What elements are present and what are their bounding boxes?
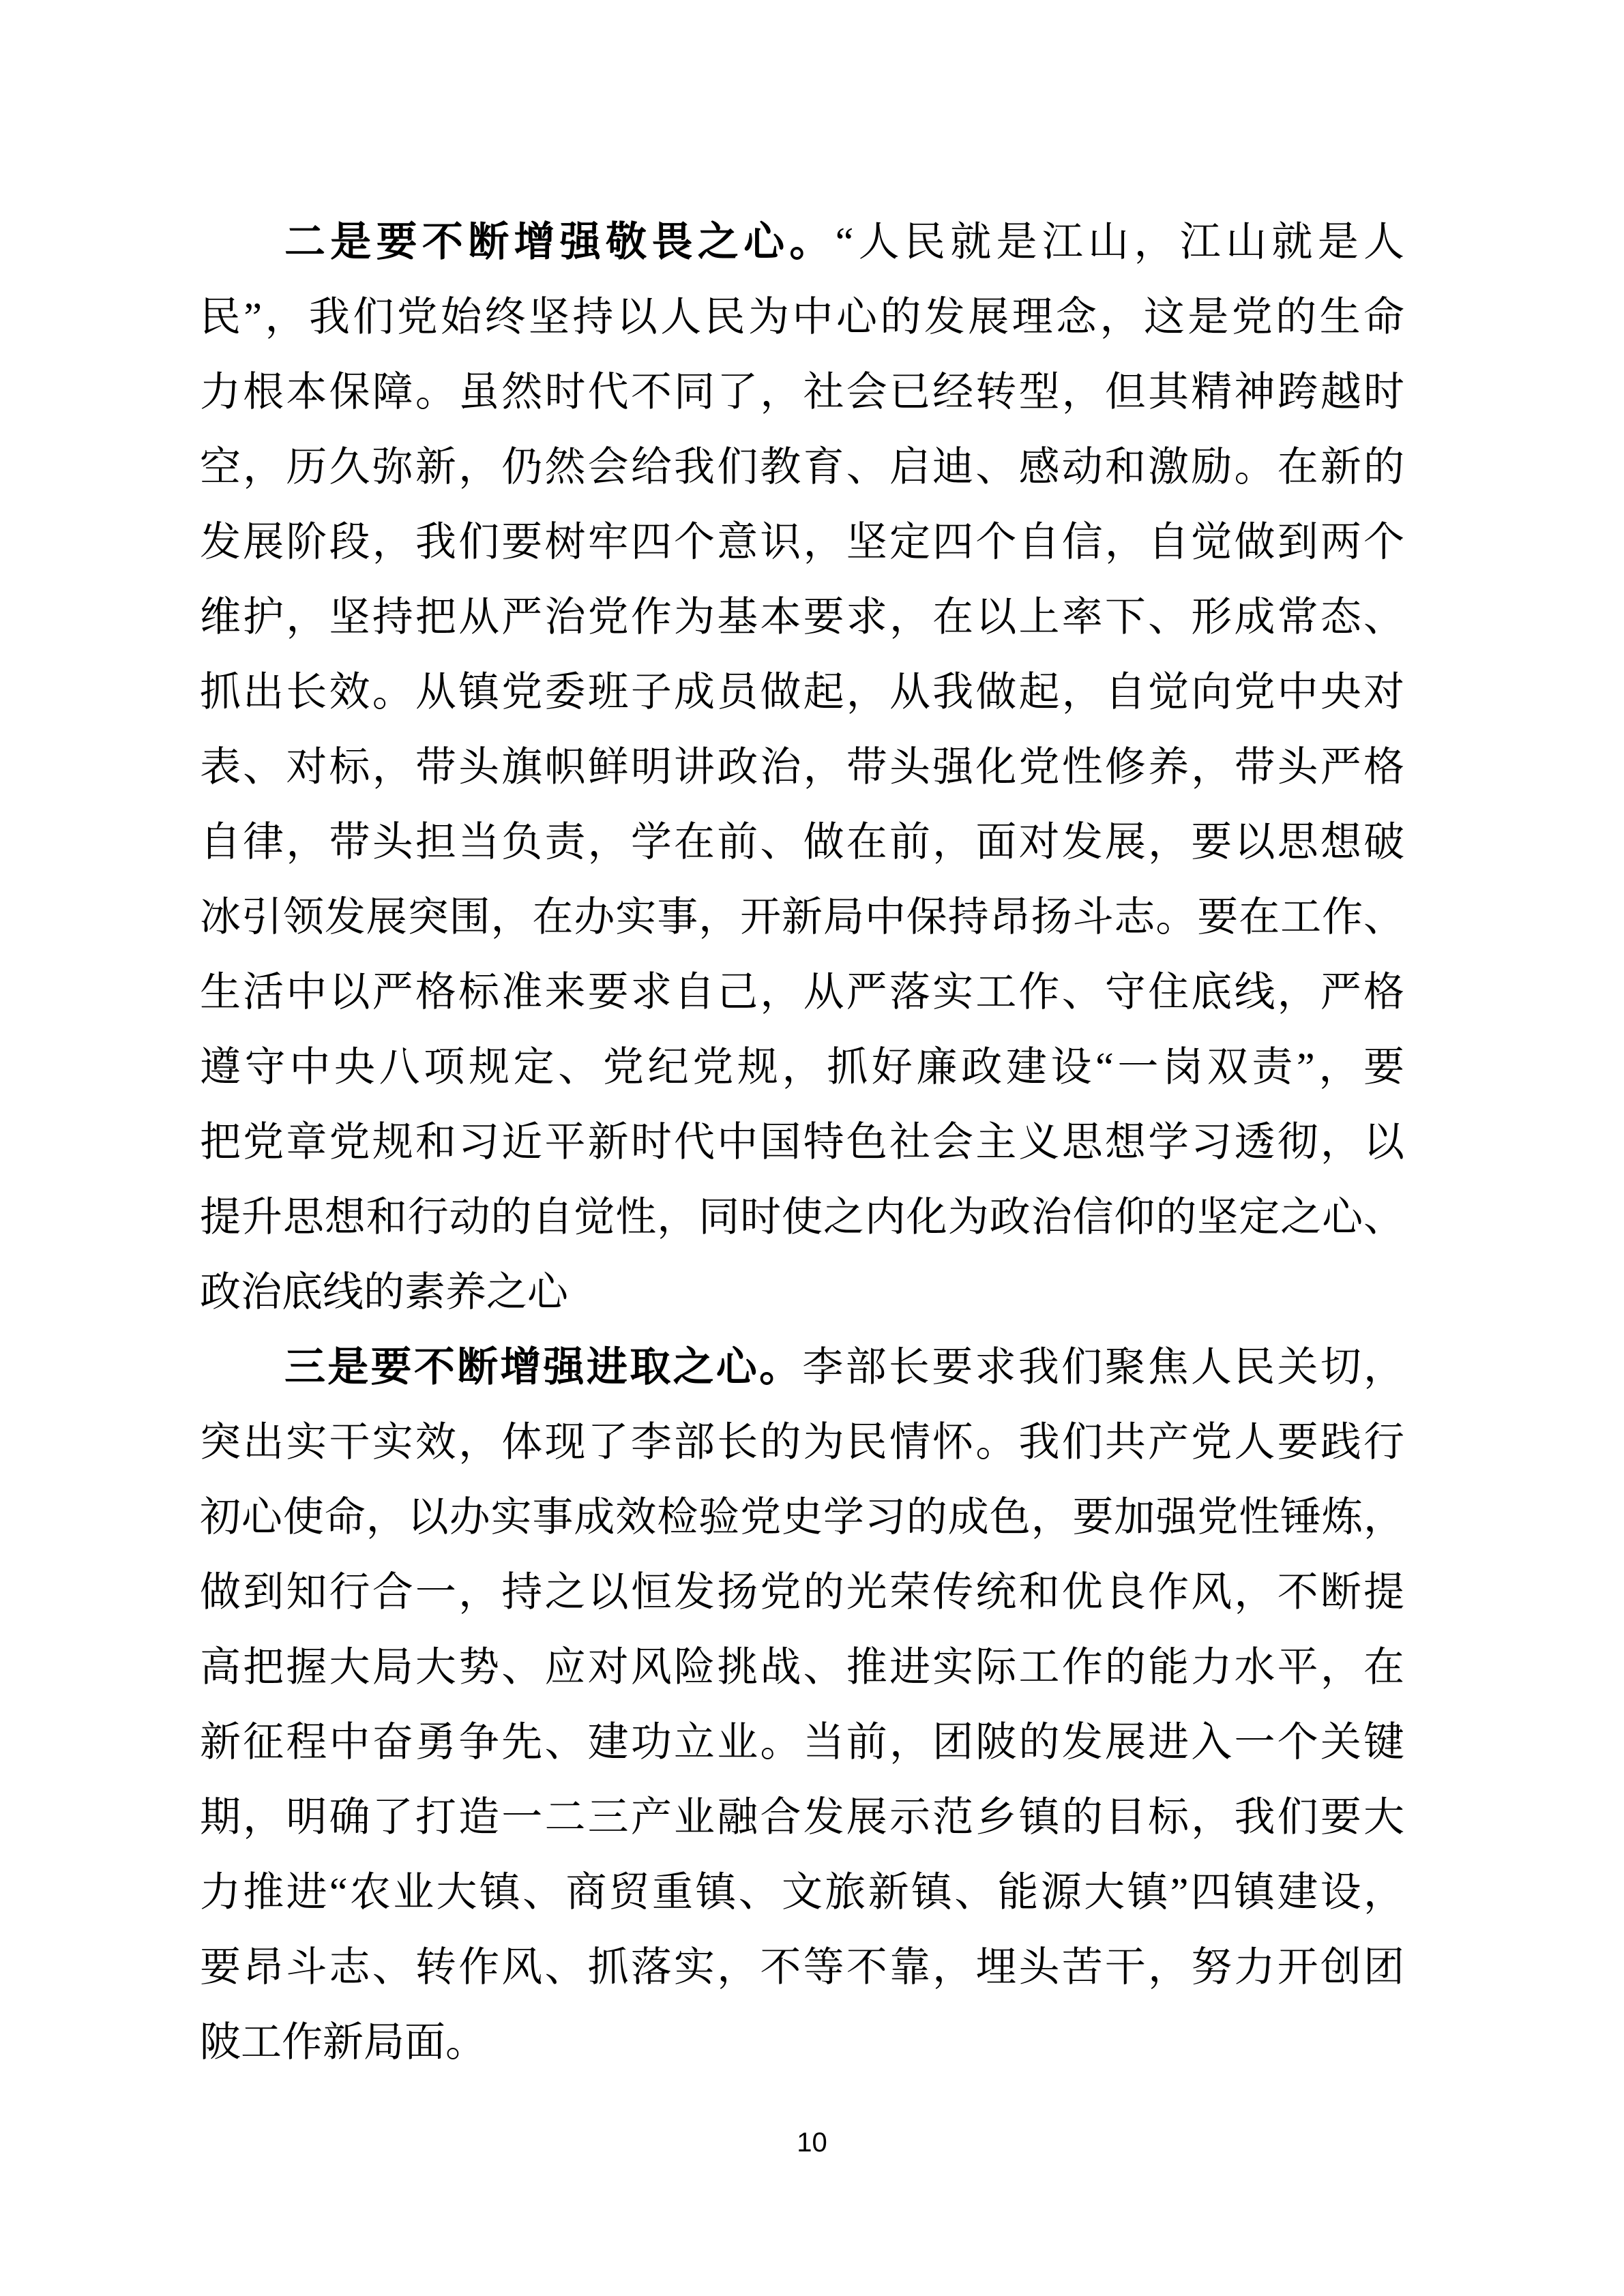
- text-line: 提升思想和行动的自觉性，同时使之内化为政治信仰的坚定之心、: [200, 1195, 1404, 1240]
- text-line: 抓出长效。从镇党委班子成员做起，从我做起，自觉向党中央对: [200, 670, 1404, 715]
- paragraph-heading: 三是要不断增强进取之心。: [284, 1345, 803, 1390]
- text-line: 空，历久弥新，仍然会给我们教育、启迪、感动和激励。在新的: [200, 445, 1404, 490]
- text-line: 自律，带头担当负责，学在前、做在前，面对发展，要以思想破: [200, 820, 1404, 865]
- text-line: 力推进“农业大镇、商贸重镇、文旅新镇、能源大镇”四镇建设，: [200, 1870, 1404, 1915]
- text-line: 把党章党规和习近平新时代中国特色社会主义思想学习透彻，以: [200, 1120, 1404, 1165]
- text-line: 遵守中央八项规定、党纪党规，抓好廉政建设“一岗双责”，要: [200, 1045, 1404, 1090]
- text-line: 发展阶段，我们要树牢四个意识，坚定四个自信，自觉做到两个: [200, 520, 1404, 565]
- text-line: 高把握大局大势、应对风险挑战、推进实际工作的能力水平，在: [200, 1645, 1404, 1690]
- text-line: 民”，我们党始终坚持以人民为中心的发展理念，这是党的生命: [200, 295, 1404, 340]
- text-line: 新征程中奋勇争先、建功立业。当前，团陂的发展进入一个关键: [200, 1720, 1404, 1765]
- page-number: 10: [797, 2128, 827, 2158]
- paragraph-text: 李部长要求我们聚焦人民关切，: [802, 1345, 1404, 1390]
- text-line: 初心使命，以办实事成效检验党史学习的成色，要加强党性锤炼，: [200, 1495, 1404, 1540]
- document-body: [200, 205, 1404, 2080]
- text-line: 政治底线的素养之心: [200, 1270, 568, 1315]
- text-line: 维护，坚持把从严治党作为基本要求，在以上率下、形成常态、: [200, 595, 1404, 640]
- text-line: 期，明确了打造一二三产业融合发展示范乡镇的目标，我们要大: [200, 1795, 1404, 1840]
- paragraph-text: “人民就是江山，江山就是人: [835, 220, 1404, 265]
- paragraph-heading: 二是要不断增强敬畏之心。: [284, 220, 836, 265]
- text-line: 做到知行合一，持之以恒发扬党的光荣传统和优良作风，不断提: [200, 1570, 1404, 1615]
- text-line: 陂工作新局面。: [200, 2020, 486, 2065]
- text-line: 表、对标，带头旗帜鲜明讲政治，带头强化党性修养，带头严格: [200, 745, 1404, 790]
- text-line: 力根本保障。虽然时代不同了，社会已经转型，但其精神跨越时: [200, 370, 1404, 415]
- text-line: 要昂斗志、转作风、抓落实，不等不靠，埋头苦干，努力开创团: [200, 1945, 1404, 1990]
- text-line: [200, 1330, 1404, 1405]
- text-line: 冰引领发展突围，在办实事，开新局中保持昂扬斗志。要在工作、: [200, 895, 1404, 940]
- text-line: 突出实干实效，体现了李部长的为民情怀。我们共产党人要践行: [200, 1420, 1404, 1465]
- text-line: [200, 205, 1404, 280]
- text-line: 生活中以严格标准来要求自己，从严落实工作、守住底线，严格: [200, 970, 1404, 1015]
